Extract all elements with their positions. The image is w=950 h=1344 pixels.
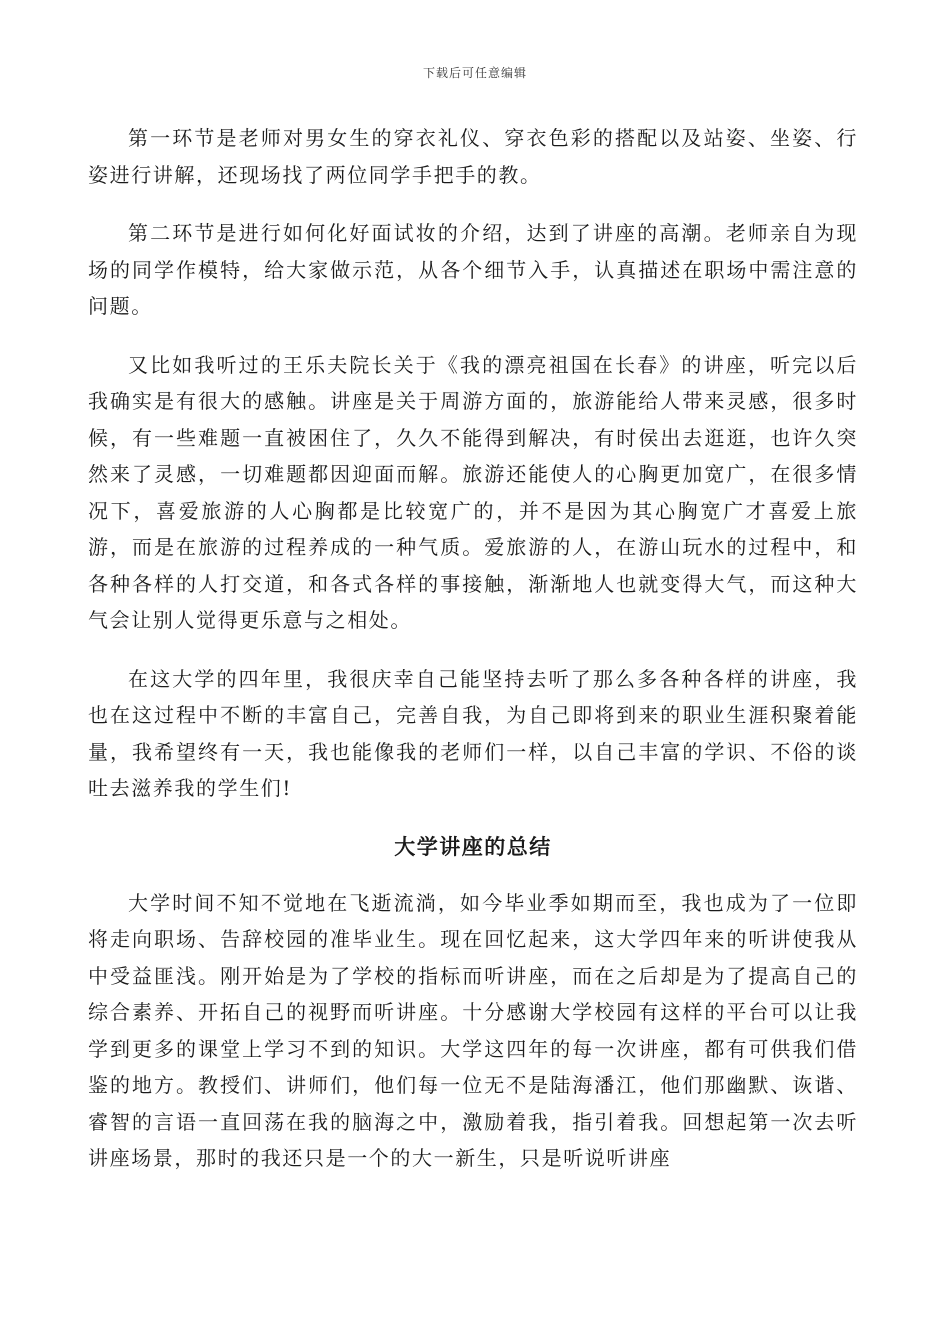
document-body	[88, 120, 858, 1199]
paragraph-5: 大学时间不知不觉地在飞逝流淌，如今毕业季如期而至，我也成为了一位即将走向职场、告辞校园的准毕业生。现在回忆起来，这大学四年来的听讲使我从中受益匪浅。刚开始是为了学校的指标而听讲座，而在之后却是为了提高自己的综合素养、开拓自己的视野而听讲座。十分感谢大学校园有这样的平台可以让我学到更多的课堂上学习不到的知识。大学这四年的每一次讲座，都有可供我们借鉴的地方。教授们、讲师们，他们每一位无不是陆海潘江，他们那幽默、诙谐、睿智的言语一直回荡在我的脑海之中，激励着我，指引着我。回想起第一次去听讲座场景，那时的我还只是一个的大一新生，只是听说听讲座	[88, 890, 858, 1170]
paragraph-4: 在这大学的四年里，我很庆幸自己能坚持去听了那么多各种各样的讲座，我也在这过程中不断的丰富自己，完善自我，为自己即将到来的职业生涯积聚着能量，我希望终有一天，我也能像我的老师们一样，以自己丰富的学识、不俗的谈吐去滋养我的学生们!	[88, 666, 858, 800]
header-note: 下载后可任意编辑	[422, 66, 527, 80]
paragraph-2: 第二环节是进行如何化好面试妆的介绍，达到了讲座的高潮。老师亲自为现场的同学作模特，给大家做示范，从各个细节入手，认真描述在职场中需注意的问题。	[88, 221, 858, 318]
section-title: 大学讲座的总结	[394, 833, 552, 859]
paragraph-3: 又比如我听过的王乐夫院长关于《我的漂亮祖国在长春》的讲座，听完以后我确实是有很大的感触。讲座是关于周游方面的，旅游能给人带来灵感，很多时候，有一些难题一直被困住了，久久不能得到解决，有时侯出去逛逛，也许久突然来了灵感，一切难题都因迎面而解。旅游还能使人的心胸更加宽广，在很多情况下，喜爱旅游的人心胸都是比较宽广的，并不是因为其心胸宽广才喜爱上旅游，而是在旅游的过程养成的一种气质。爱旅游的人，在游山玩水的过程中，和各种各样的人打交道，和各式各样的事接触，渐渐地人也就变得大气，而这种大气会让别人觉得更乐意与之相处。	[88, 352, 858, 632]
paragraph-1: 第一环节是老师对男女生的穿衣礼仪、穿衣色彩的搭配以及站姿、坐姿、行姿进行讲解，还现场找了两位同学手把手的教。	[88, 126, 858, 187]
